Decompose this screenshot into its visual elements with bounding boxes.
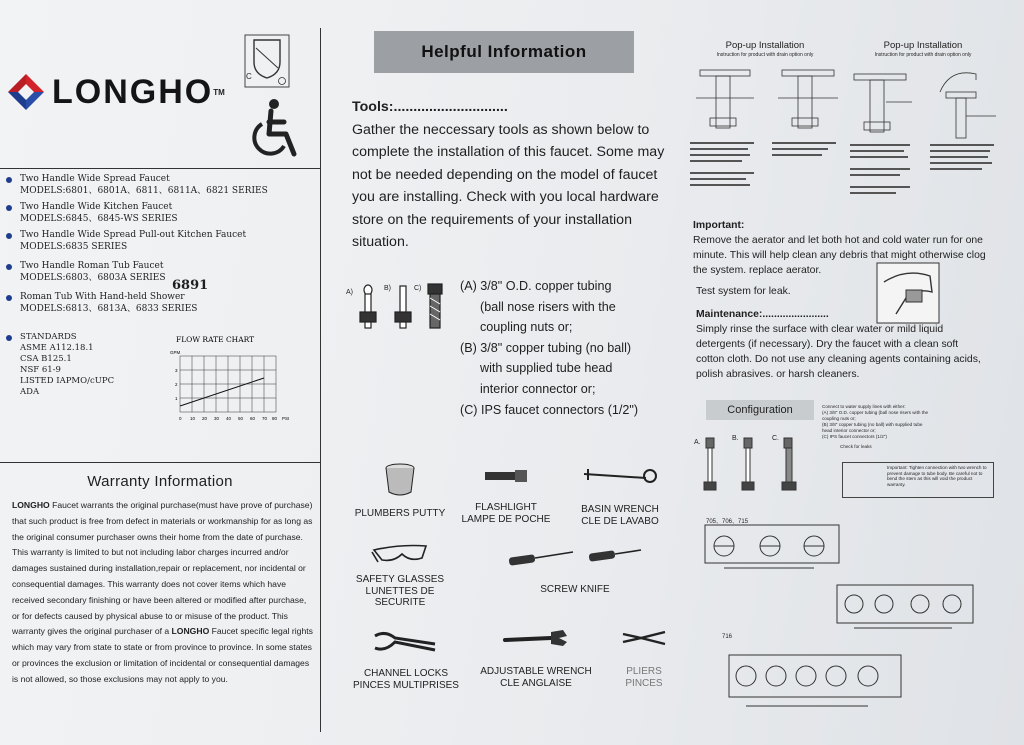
configuration-important: Important: Tighten connection with two wrench to prevent damage to tube body. Be careful not to bend the stem as this will void the product warranty. [842, 462, 994, 498]
tick-label: 60 [250, 416, 256, 421]
basin-wrench-icon [580, 466, 660, 486]
tool-adjustable-wrench: ADJUSTABLE WRENCH CLE ANGLAISE [470, 628, 602, 689]
tool-plumbers-putty: PLUMBERS PUTTY [342, 462, 458, 520]
connector-label: A) [346, 289, 353, 296]
connector-label: C) [414, 285, 422, 292]
tool-safety-glasses: SAFETY GLASSES LUNETTES DE SECURITE [340, 542, 460, 609]
tick-label: 3 [175, 368, 178, 373]
important-note: Important: Remove the aerator and let both hot and cold water run for one minute. This will help clean any debris that might otherwise clog the system. replace aerator. [693, 220, 986, 276]
warranty-title: Warranty Information [87, 473, 233, 490]
popup-diagram [686, 58, 844, 208]
configuration-notes: Connect to water supply lines with either: (A) 3/8" O.D. copper tubing (ball nose risers with the coupling nuts or; (B) 3/8" copper tubing (no ball) with supplied tube head interior connector or; (C) IPS faucet connectors (1/2") Check for leaks [822, 404, 929, 449]
standards: STANDARDS ASME A112.18.1 CSA B125.1 NSF 61-9 LISTED IAPMO/cUPC ADA [20, 332, 114, 398]
flow-rate-chart [168, 334, 298, 434]
tick-label: 50 [238, 416, 244, 421]
chart-xlabel: PSI [282, 416, 290, 421]
popup-installation-1: Pop-up Installation Instruction for product with drain option only [686, 40, 844, 210]
tools-heading: Tools:............................. [352, 99, 508, 115]
wheelchair-icon [244, 96, 306, 162]
hole-layout-diagram-3 [728, 654, 904, 718]
warranty-section [0, 462, 320, 688]
connector-types-diagram [346, 278, 456, 344]
tick-label: 2 [175, 382, 178, 387]
pliers-icon [621, 628, 667, 648]
popup-installation-2: Pop-up Installation Instruction for product with drain option only [846, 40, 1000, 210]
tool-basin-wrench: BASIN WRENCH CLE DE LAVABO [570, 466, 670, 527]
y-tick-labels [175, 368, 178, 401]
tick-label: 70 [262, 416, 268, 421]
tools-text: Gather the neccessary tools as shown below to complete the installation of this faucet. Some may not be needed depending on the model of faucet you are installing. Check with you local hardware store on the requirements of your installation situation. [352, 121, 665, 250]
chart-title: FLOW RATE CHART [176, 335, 255, 344]
tick-label: 1 [175, 396, 178, 401]
tool-screw-knife: SCREW KNIFE [500, 546, 650, 596]
flow-line [180, 378, 264, 406]
flashlight-icon [483, 468, 529, 484]
diamond-logo-icon [6, 72, 46, 112]
left-panel [0, 28, 321, 732]
list-item: Two Handle Roman Tub Faucet MODELS:6803、6803A SERIES [0, 261, 320, 284]
tick-label: 0 [179, 416, 182, 421]
config-label: B. [732, 435, 739, 442]
maintenance-note: Maintenance:....................... Simply rinse the surface with clear water or mild liquid detergents (if necessary). Dry the faucet with a clean soft cotton cloth. Do not use any cleaning agents containing acids, polish abrasives. or harsh cleaners. [696, 309, 981, 380]
tick-label: 10 [190, 416, 196, 421]
hole-layout-diagram-1 [704, 524, 844, 574]
helpful-info-header: Helpful Information [374, 31, 634, 73]
list-item: Two Handle Wide Spread Faucet MODELS:6801、6801A、6811、6811A、6821 SERIES [0, 174, 320, 197]
tick-label: 20 [202, 416, 208, 421]
tools-paragraph [352, 96, 672, 254]
x-tick-labels [179, 416, 278, 421]
warranty-text: LONGHO Faucet warrants the original purchase(must have prove of purchase) that such product is free from defect in materials or workmanship for as long as the original consumer purchaser owns their home from the date of purchase. This warranty is limited to but not including labor charges incurred and/or damages sustained during installation,repair or replacement, nor incidental or consequential damages. This warranty does not cover items which have received secondary finishing or have been altered or modified after purchase, or for defects caused by physical abuse to or misuse of the product. This warranty gives the original purchaser of a LONGHO Faucet specific legal rights which may vary from state to state or from province to province. In some states or provinces the exclusion or limitation of incidental or consequential damages is not allowed, so those exclusions may not apply to you. [12, 500, 313, 684]
adjustable-wrench-icon [501, 628, 571, 648]
series-label: 705、706、715 [706, 519, 749, 525]
model-tag: 6891 [172, 278, 209, 293]
tick-label: 80 [272, 416, 278, 421]
tool-flashlight: FLASHLIGHT LAMPE DE POCHE [452, 468, 560, 525]
screwdriver-icon [505, 546, 645, 568]
tool-channel-locks: CHANNEL LOCKS PINCES MULTIPRISES [344, 628, 468, 691]
configuration-header: Configuration [706, 400, 814, 420]
list-item: Two Handle Wide Kitchen Faucet MODELS:6845、6845-WS SERIES [0, 202, 320, 225]
list-item: Two Handle Wide Spread Pull-out Kitchen Faucet MODELS:6835 SERIES [0, 230, 320, 253]
list-item: Roman Tub With Hand-held Shower MODELS:6813、6813A、6833 SERIES [0, 292, 320, 315]
config-label: C. [772, 435, 779, 442]
series-label: 716 [722, 634, 733, 640]
tick-label: 40 [226, 416, 232, 421]
trademark: TM [213, 87, 225, 97]
brand-name: LONGHO [52, 72, 214, 111]
tool-pliers: PLIERS PINCES [612, 628, 676, 689]
glasses-icon [370, 542, 430, 564]
popup-diagram [846, 58, 1000, 208]
cert-letter: C [246, 72, 252, 81]
hole-layout-diagram-2 [836, 584, 976, 632]
configuration-diagram [694, 430, 824, 504]
connector-label: B) [384, 285, 391, 292]
model-list [0, 174, 320, 320]
putty-icon [383, 462, 417, 498]
channel-locks-icon [371, 628, 441, 654]
connector-options: (A) 3/8" O.D. copper tubing (ball nose risers with the coupling nuts or; (B) 3/8" copper tubing (no ball) with supplied tube head interior connector or; (C) IPS faucet connectors (1/2") [460, 279, 639, 417]
tick-label: 30 [214, 416, 220, 421]
brand-logo [6, 72, 225, 112]
test-leak: Test system for leak. [696, 286, 791, 297]
logo-section [0, 28, 320, 169]
config-label: A. [694, 439, 701, 446]
chart-ylabel: GPM [170, 350, 181, 355]
